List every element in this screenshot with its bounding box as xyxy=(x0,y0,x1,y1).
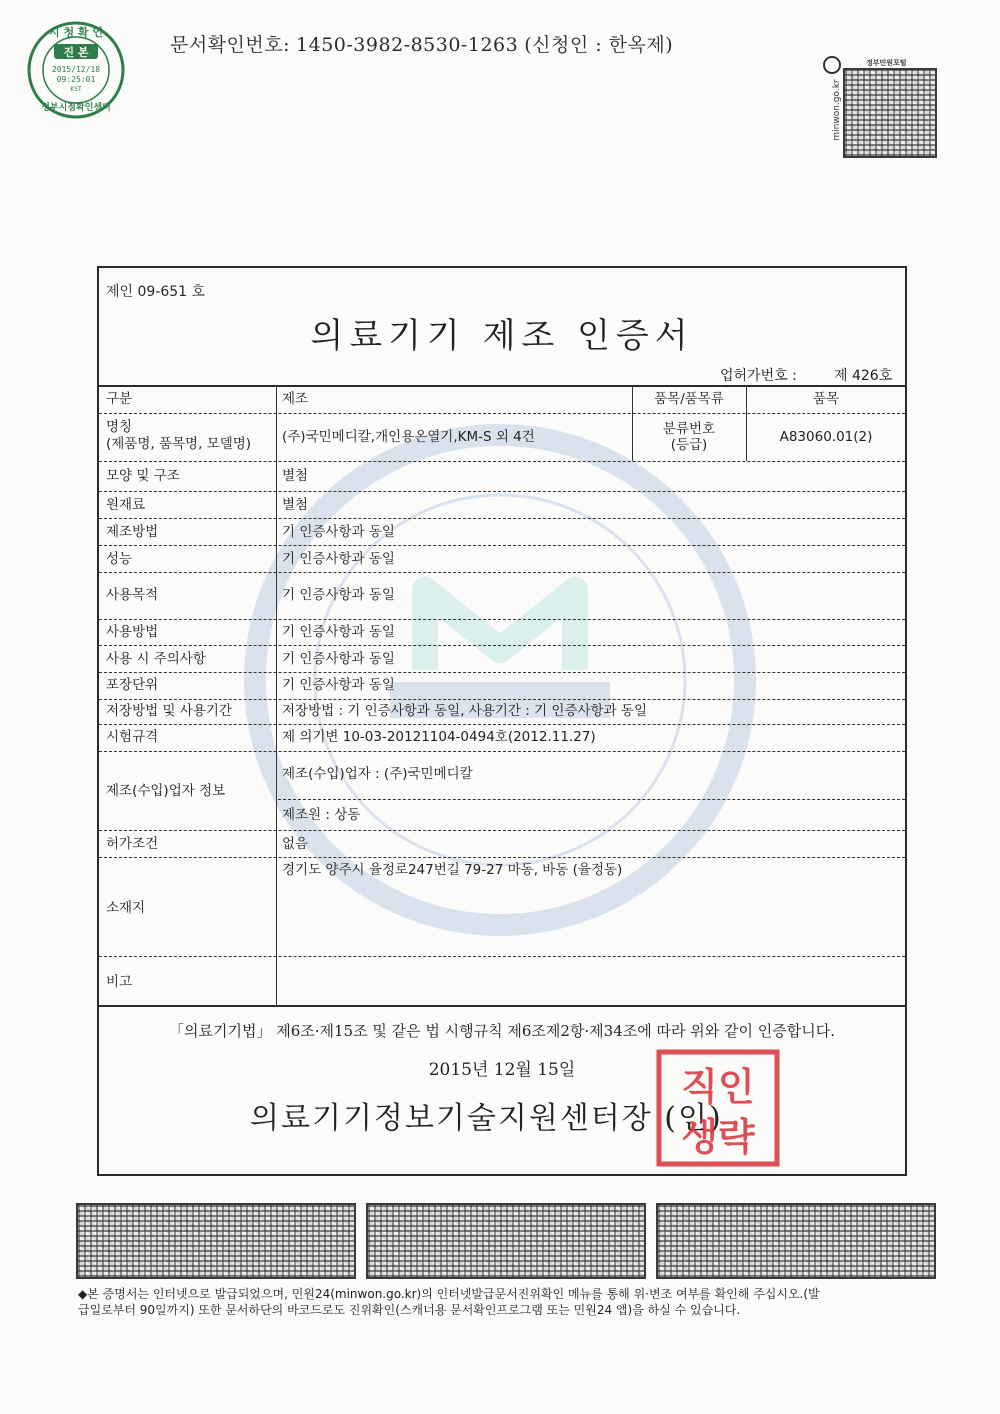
row-value: 기 인증사항과 동일 xyxy=(282,524,395,540)
row-value: 별첨 xyxy=(282,497,309,513)
classification-label: 분류번호 xyxy=(662,421,716,437)
table-divider xyxy=(99,619,905,620)
row-label: 모양 및 구조 xyxy=(106,468,180,484)
row-value: 기 인증사항과 동일 xyxy=(282,624,395,640)
table-divider xyxy=(99,751,905,752)
seal-time: 09:25:01 xyxy=(56,75,96,84)
verification-barcode[interactable] xyxy=(366,1203,646,1279)
document-number-line xyxy=(170,30,673,57)
header-cell-manufacture: 제조 xyxy=(282,391,309,407)
row-value: 제 의기변 10-03-20121104-0494호(2012.11.27) xyxy=(282,729,596,745)
issue-date: 2015년 12월 15일 xyxy=(428,1060,576,1080)
manufacturing-site: 제조원 : 상동 xyxy=(282,807,361,823)
row-value: 저장방법 : 기 인증사항과 동일, 사용기간 : 기 인증사항과 동일 xyxy=(282,703,647,719)
table-divider xyxy=(99,830,905,831)
table-divider xyxy=(99,699,905,700)
table-divider xyxy=(99,461,905,462)
manufacturer-label: 제조(수입)업자 정보 xyxy=(106,783,226,799)
product-name: (주)국민메디칼,개인용온열기,KM-S 외 4건 xyxy=(282,429,535,445)
remarks-label: 비고 xyxy=(106,974,133,990)
name-label-detail: (제품명, 품목명, 모델명) xyxy=(106,436,252,452)
row-label: 사용방법 xyxy=(106,624,159,640)
row-label: 원재료 xyxy=(106,497,146,513)
classification-grade-label: (등급) xyxy=(670,437,708,453)
address-value: 경기도 양주시 율정로247번길 79-27 마동, 바동 (율정동) xyxy=(282,862,623,878)
row-label: 사용 시 주의사항 xyxy=(106,651,206,667)
table-divider xyxy=(99,545,905,546)
table-divider xyxy=(99,724,905,725)
footer-notice-line: 급일로부터 90일까지) 또한 문서하단의 바코드로도 진위확인(스캐너용 문서확인프로그램 또는 민원24 앱)을 하실 수 있습니다. xyxy=(78,1303,741,1317)
row-label: 저장방법 및 사용기간 xyxy=(106,703,232,719)
seal-top-text: 시 청 확 인 xyxy=(49,26,103,39)
row-value: 기 인증사항과 동일 xyxy=(282,677,395,693)
row-value: 기 인증사항과 동일 xyxy=(282,651,395,667)
table-divider xyxy=(99,491,905,492)
table-divider xyxy=(99,857,905,858)
row-label: 성능 xyxy=(106,551,133,567)
row-label: 포장단위 xyxy=(106,677,159,693)
conditions-value: 없음 xyxy=(282,836,309,852)
seal-badge: 진 본 xyxy=(63,46,89,59)
doc-number-label: 문서확인번호: xyxy=(170,34,291,56)
name-label: 명칭 xyxy=(106,419,133,435)
business-license-value: 제 426호 xyxy=(834,368,893,384)
table-divider xyxy=(99,645,905,646)
table-divider xyxy=(99,956,905,957)
legal-statement: 「의료기기법」 제6조·제15조 및 같은 법 시행규칙 제6조제2항·제34조에 따라 위와 같이 인증합니다. xyxy=(169,1022,835,1040)
certificate-title: 의료기기 제조 인증서 xyxy=(310,316,694,356)
row-value: 기 인증사항과 동일 xyxy=(282,587,395,603)
manufacturer-name: 제조(수입)업자 : (주)국민메디칼 xyxy=(282,766,473,782)
portal-name: 정부민원포털 xyxy=(866,59,907,67)
row-label: 사용목적 xyxy=(106,587,159,603)
footer-notice xyxy=(78,1286,938,1318)
seal-text-bottom: 생략 xyxy=(681,1115,755,1159)
row-label: 시험규격 xyxy=(106,729,159,745)
row-label: 제조방법 xyxy=(106,524,159,540)
footer-notice-line: ◆본 증명서는 인터넷으로 발급되었으며, 민원24(minwon.go.kr)의 인터넷발급문서진위확인 메뉴를 통해 위·변조 여부를 확인해 주십시오.(발 xyxy=(78,1287,820,1301)
row-value: 기 인증사항과 동일 xyxy=(282,551,395,567)
table-column-line xyxy=(276,385,277,1005)
table-divider xyxy=(99,672,905,673)
certificate-number: 제인 09-651 호 xyxy=(106,284,206,300)
seal-text-top: 직인 xyxy=(681,1065,755,1109)
verification-barcode[interactable] xyxy=(76,1203,356,1279)
table-divider xyxy=(99,518,905,519)
portal-url: minwon.go.kr xyxy=(832,79,842,141)
table-divider xyxy=(278,799,905,800)
authentication-seal xyxy=(24,20,128,120)
seal-date: 2015/12/18 xyxy=(51,65,101,74)
classification-value: A83060.01(2) xyxy=(779,429,873,445)
table-divider xyxy=(99,413,905,414)
table-top-border xyxy=(99,385,905,387)
issuer-name: 의료기기정보기술지원센터장 (인) xyxy=(250,1101,723,1136)
business-license-label: 업허가번호 : xyxy=(720,368,797,384)
conditions-label: 허가조건 xyxy=(106,836,159,852)
applicant: (신청인 : 한옥제) xyxy=(524,34,674,56)
table-bottom-border xyxy=(99,1005,905,1007)
table-divider xyxy=(99,572,905,573)
header-cell-item-class: 품목/품목류 xyxy=(654,391,724,407)
official-seal-omitted xyxy=(655,1048,781,1168)
row-value: 별첨 xyxy=(282,468,309,484)
header-cell-item: 품목 xyxy=(812,391,840,407)
header-cell-category: 구분 xyxy=(106,391,133,407)
address-label: 소재지 xyxy=(106,900,146,916)
verification-qr-code[interactable] xyxy=(843,68,937,158)
seal-org: 정부시점확인센터 xyxy=(41,103,111,113)
doc-number: 1450-3982-8530-1263 xyxy=(296,34,519,56)
seal-tz: KST xyxy=(70,86,82,93)
verification-barcode[interactable] xyxy=(656,1203,936,1279)
